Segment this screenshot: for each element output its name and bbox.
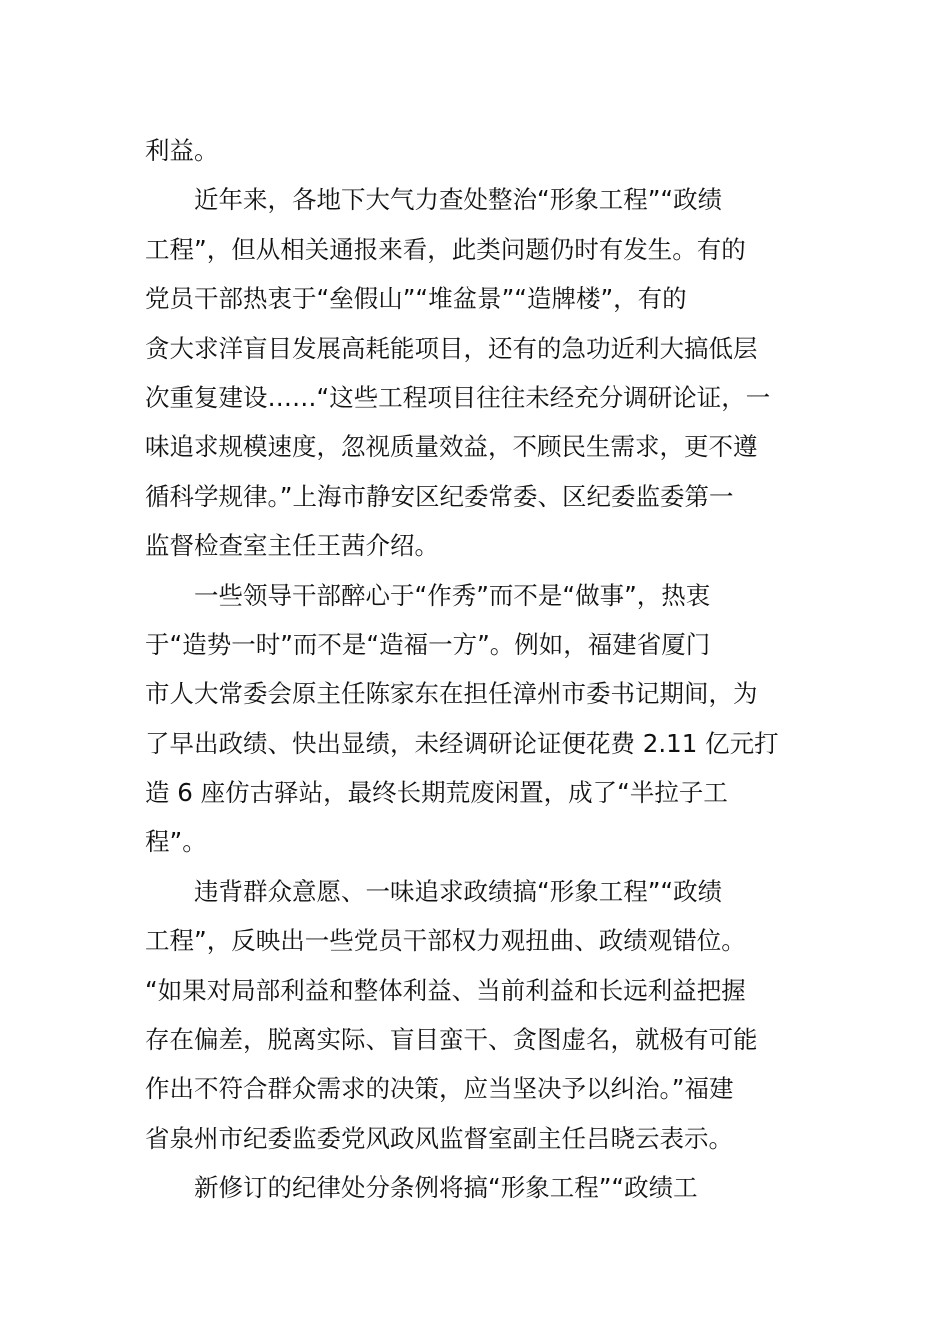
paragraph-start-line: 近年来，各地下大气力查处整治“形象工程”“政绩: [194, 185, 723, 215]
text-line: 工程”，但从相关通报来看，此类问题仍时有发生。有的: [145, 234, 746, 264]
text-line: 市人大常委会原主任陈家东在担任漳州市委书记期间，为: [145, 679, 758, 709]
text-line: 了早出政绩、快出显绩，未经调研论证便花费 2.11 亿元打: [145, 728, 779, 758]
text-line: 党员干部热衷于“垒假山”“堆盆景”“造牌楼”，有的: [145, 284, 687, 314]
document-body: [145, 126, 815, 1213]
text-line: 存在偏差，脱离实际、盲目蛮干、贪图虚名，就极有可能: [145, 1025, 758, 1055]
text-line: 监督检查室主任王茜介绍。: [145, 531, 439, 561]
paragraph-start-line: 新修订的纪律处分条例将搞“形象工程”“政绩工: [194, 1173, 698, 1203]
text-line: 贪大求洋盲目发展高耗能项目，还有的急功近利大搞低层: [145, 333, 758, 363]
text-line: 次重复建设……“这些工程项目往往未经充分调研论证，一: [145, 382, 771, 412]
text-line: 工程”，反映出一些党员干部权力观扭曲、政绩观错位。: [145, 926, 746, 956]
text-line: 省泉州市纪委监委党风政风监督室副主任吕晓云表示。: [145, 1123, 733, 1153]
paragraph-start-line: 一些领导干部醉心于“作秀”而不是“做事”，热衷: [194, 580, 711, 610]
text-line: 味追求规模速度，忽视质量效益，不顾民生需求，更不遵: [145, 432, 758, 462]
text-line: 循科学规律。”上海市静安区纪委常委、区纪委监委第一: [145, 481, 734, 511]
text-line: 程”。: [145, 827, 207, 857]
text-line: 作出不符合群众需求的决策，应当坚决予以纠治。”福建: [145, 1074, 734, 1104]
text-line: 于“造势一时”而不是“造福一方”。例如，福建省厦门: [145, 629, 711, 659]
text-line: 利益。: [145, 136, 219, 165]
text-line: “如果对局部利益和整体利益、当前利益和长远利益把握: [145, 975, 746, 1005]
text-line: 造 6 座仿古驿站，最终长期荒废闲置，成了“半拉子工: [145, 778, 728, 808]
paragraph-start-line: 违背群众意愿、一味追求政绩搞“形象工程”“政绩: [194, 876, 723, 906]
